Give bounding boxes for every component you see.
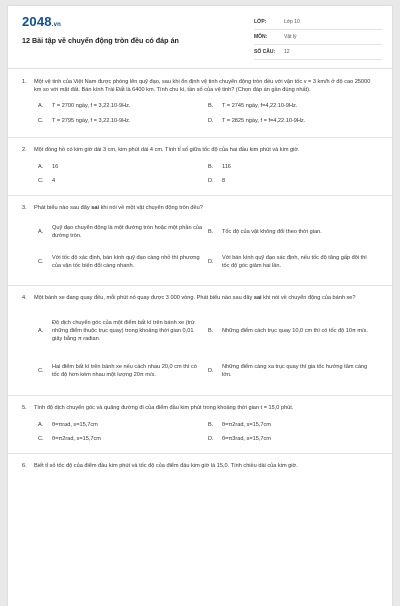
- question-number: 2.: [22, 147, 27, 153]
- divider: [8, 395, 392, 396]
- question-text: Một vệ tinh của Việt Nam được phóng lên quỹ đạo, sau khi ổn định vệ tinh chuyển động tròn đều với vận tốc v = 3 km/h ở độ cao 25000 km so với mặt đất. Bán kính Trái Đất là 6400 km. Tính chu kì, tần số của vệ tinh? (Chọn đáp án gần đúng nhất).: [34, 79, 371, 93]
- question-number: 5.: [22, 405, 27, 411]
- question-number: 4.: [22, 295, 27, 301]
- option-b[interactable]: B. 116: [208, 164, 231, 170]
- option-c[interactable]: C. θ=π2rad, s=15,7cm: [38, 436, 101, 442]
- question-2: [8, 146, 392, 196]
- option-b[interactable]: B. Tốc độ của vật không đổi theo thời gian.: [208, 229, 322, 235]
- meta-row-grade: LỚP: Lớp 10: [254, 15, 382, 30]
- divider: [8, 453, 392, 454]
- options: [38, 160, 382, 188]
- question-text: Tính độ dịch chuyển góc và quãng đường đi của điểm đầu kim phút trong khoảng thời gian t = 15,0 phút.: [34, 405, 294, 411]
- option-a[interactable]: A. Độ dịch chuyển góc của một điểm bất kì trên bánh xe (trừ những điểm thuộc trục quay) trong khoảng thời gian 0,01 giây bằng π radian.: [38, 320, 195, 342]
- option-d[interactable]: D. Những điểm càng xa trục quay thì gia tốc hướng tâm càng lớn.: [208, 364, 368, 378]
- option-a[interactable]: A. Quỹ đạo chuyển động là một đường tròn hoặc một phần của đường tròn.: [38, 225, 203, 239]
- question-6: [8, 462, 392, 470]
- divider: [8, 195, 392, 196]
- option-b[interactable]: B. θ=π2rad, s=15,7cm: [208, 422, 271, 428]
- options: [38, 218, 382, 278]
- question-number: 3.: [22, 205, 27, 211]
- option-c[interactable]: C. Hai điểm bất kì trên bánh xe nếu cách nhau 20,0 cm thì có tốc độ hơn kém nhau một lượng 20π m/s.: [38, 364, 197, 378]
- question-text: Biết tỉ số tốc độ của điểm đầu kim phút và tốc độ của điểm đầu kim giờ là 15,0. Tính chiều dài của kim giờ.: [34, 463, 298, 469]
- question-3: [8, 204, 392, 286]
- divider: [8, 137, 392, 138]
- option-d[interactable]: D. T = 2825 ngày, f = f=4,22.10-9Hz.: [208, 118, 306, 124]
- option-c[interactable]: C. Với tốc độ xác định, bán kính quỹ đạo càng nhỏ thì phương của vận tốc biến đổi càng nhanh.: [38, 255, 200, 269]
- option-a[interactable]: A. 16: [38, 164, 59, 170]
- option-c[interactable]: C. 4: [38, 178, 56, 184]
- option-b[interactable]: B. Những điểm cách trục quay 10,0 cm thì có tốc độ 10π m/s.: [208, 328, 368, 334]
- document-header: [8, 6, 392, 69]
- question-text: Phát biểu nào sau đây sai khi nói về một vật chuyển động tròn đều?: [34, 205, 203, 211]
- option-a[interactable]: A. T = 2700 ngày, f = 3,22.10-9Hz.: [38, 103, 131, 109]
- question-4: [8, 294, 392, 396]
- page-title: 12 Bài tập về chuyển động tròn đều có đáp án: [22, 36, 179, 45]
- question-number: 6.: [22, 463, 27, 469]
- option-b[interactable]: B. T = 2745 ngày, f=4,22.10-9Hz.: [208, 103, 298, 109]
- options: [38, 418, 382, 446]
- option-d[interactable]: D. θ=π3rad, s=15,7cm: [208, 436, 271, 442]
- question-text: Một đồng hồ có kim giờ dài 3 cm, kim phút dài 4 cm. Tính tỉ số giữa tốc độ của hai đầu kim phút và kim giờ.: [34, 147, 300, 153]
- question-text: Một bánh xe đang quay đều, mỗi phút nó quay được 3 000 vòng. Phát biểu nào sau đây sai khi nói về chuyển động của bánh xe?: [34, 295, 356, 301]
- question-5: [8, 404, 392, 454]
- option-c[interactable]: C. T = 2795 ngày, f = 3,22.10-9Hz.: [38, 118, 131, 124]
- option-a[interactable]: A. θ=πrad, s=15,7cm: [38, 422, 98, 428]
- site-logo[interactable]: 2048.vn: [22, 14, 62, 29]
- meta-row-subject: MÔN: Vật lý: [254, 30, 382, 45]
- options: [38, 308, 382, 388]
- option-d[interactable]: D. 8: [208, 178, 226, 184]
- document-page: [8, 6, 392, 606]
- question-list: [8, 78, 392, 470]
- meta-row-count: SỐ CÂU: 12: [254, 45, 382, 60]
- options: [38, 100, 382, 130]
- meta-info: [254, 15, 382, 60]
- divider: [8, 285, 392, 286]
- question-1: [8, 78, 392, 138]
- question-number: 1.: [22, 79, 27, 85]
- option-d[interactable]: D. Với bán kính quỹ đạo xác định, nếu tốc độ tăng gấp đôi thì tốc độ góc giảm hai lần.: [208, 255, 367, 269]
